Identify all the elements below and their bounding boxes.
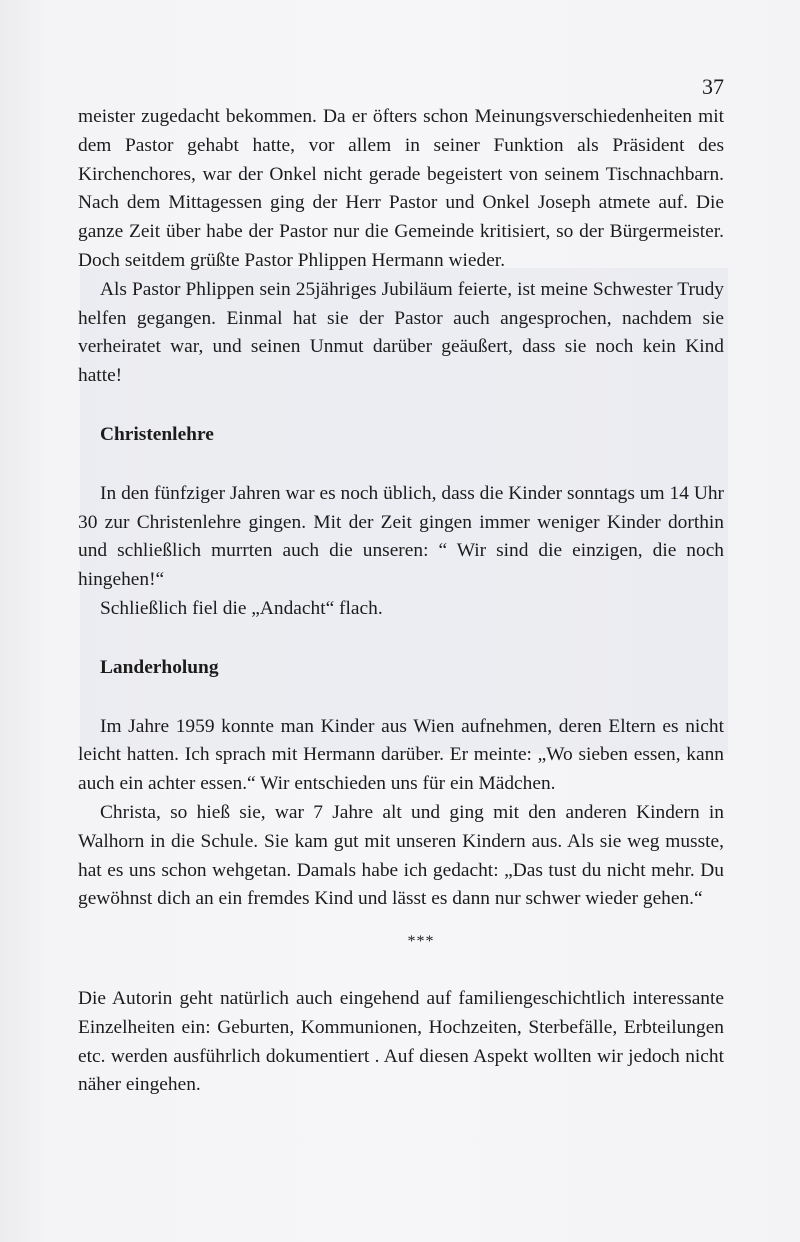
paragraph-closing: Die Autorin geht natürlich auch eingehend auf familiengeschichtlich interessante Einzelheiten ein: Geburten, Kommunionen, Hochzeiten, Sterbefälle, Erbteilungen etc. werden ausführlich dokumentiert . Auf diesen Aspekt wollten wir jedoch nicht näher eingehen.: [78, 987, 724, 1096]
paragraph-christa: Christa, so hieß sie, war 7 Jahre alt und ging mit den anderen Kindern in Walhorn in die Schule. Sie kam gut mit unseren Kindern aus. Als sie weg musste, hat es uns schon wehgetan. Damals habe ich gedacht: „Das tust du nicht mehr. Du gewöhnst dich an ein fremdes Kind und lässt es dann nur schwer wieder gehen.“: [78, 801, 724, 910]
heading-landerholung: Landerholung: [100, 656, 219, 678]
page-number: 37: [702, 74, 724, 99]
heading-christenlehre: Christenlehre: [100, 423, 214, 445]
paragraph-continued: meister zugedacht bekommen. Da er öfters schon Meinungsverschiedenheiten mit dem Pastor gehabt hatte, vor allem in seiner Funktion als Präsident des Kirchenchores, war der Onkel nicht gerade begeistert von seinem Tischnachbarn. Nach dem Mittagessen ging der Herr Pastor und Onkel Joseph atmete auf. Die ganze Zeit über habe der Pastor nur die Gemeinde kritisiert, so der Bürgermeister. Doch seitdem grüßte Pastor Phlippen Hermann wieder.: [78, 106, 724, 271]
page-body: [78, 103, 724, 1100]
paragraph-wien: Im Jahre 1959 konnte man Kinder aus Wien aufnehmen, deren Eltern es nicht leicht hatten. Ich sprach mit Hermann darüber. Er meinte: „Wo sieben essen, kann auch ein achter essen.“ Wir entschieden uns für ein Mädchen.: [78, 715, 724, 795]
paragraph-christenlehre: In den fünfziger Jahren war es noch üblich, dass die Kinder sonntags um 14 Uhr 30 zur Christenlehre gingen. Mit der Zeit gingen immer weniger Kinder dorthin und schließlich murrten auch die unseren: “ Wir sind die einzigen, die noch hingehen!“: [78, 482, 724, 591]
paragraph-jubilee: Als Pastor Phlippen sein 25jähriges Jubiläum feierte, ist meine Schwester Trudy helfen gegangen. Einmal hat sie der Pastor auch angesprochen, nachdem sie verheiratet war, und seinen Unmut darüber geäußert, dass sie noch kein Kind hatte!: [78, 278, 724, 387]
section-separator: ***: [407, 933, 435, 951]
paragraph-andacht: Schließlich fiel die „Andacht“ flach.: [100, 597, 383, 619]
